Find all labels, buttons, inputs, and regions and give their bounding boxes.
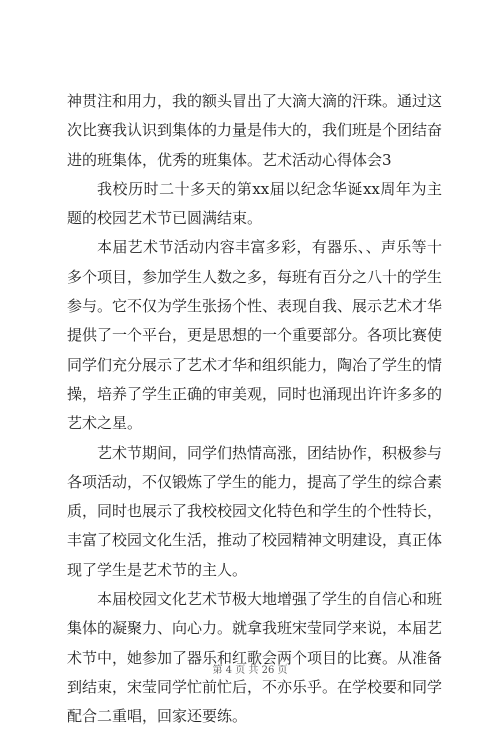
page-number-footer: 第 4 页 共 26 页 [212,665,288,676]
document-body [67,87,442,732]
paragraph-festival-impact: 本届校园文化艺术节极大地增强了学生的自信心和班集体的凝聚力、向心力。就拿我班宋莹同学来说，本届艺术节中，她参加了器乐和红歌会两个项目的比赛。从准备到结束，宋莹同学忙前忙后，不亦乐乎。在学校要和同学配合二重唱，回家还要练。 [67,590,443,726]
paragraph-continuation: 神贯注和用力，我的额头冒出了大滴大滴的汗珠。通过这次比赛我认识到集体的力量是伟大的，我们班是个团结奋进的班集体，优秀的班集体。艺术活动心得体会3 [67,92,443,169]
paragraph-festival-period: 艺术节期间，同学们热情高涨，团结协作，积极参与各项活动，不仅锻炼了学生的能力，提高了学生的综合素质，同时也展示了我校校园文化特色和学生的个性特长，丰富了校园文化生活，推动了校园精神文明建设，真正体现了学生是艺术节的主人。 [67,443,443,579]
paragraph-festival-content: 本届艺术节活动内容丰富多彩，有器乐、、声乐等十多个项目，参加学生人数之多，每班有百分之八十的学生参与。它不仅为学生张扬个性、表现自我、展示艺术才华提供了一个平台，更是思想的一个重要部分。各项比赛使同学们充分展示了艺术才华和组织能力，陶冶了学生的情操，培养了学生正确的审美观，同时也涌现出许许多多的艺术之星。 [67,238,443,433]
paragraph-festival-intro: 我校历时二十多天的第xx届以纪念华诞xx周年为主题的校园艺术节已圆满结束。 [67,179,442,228]
